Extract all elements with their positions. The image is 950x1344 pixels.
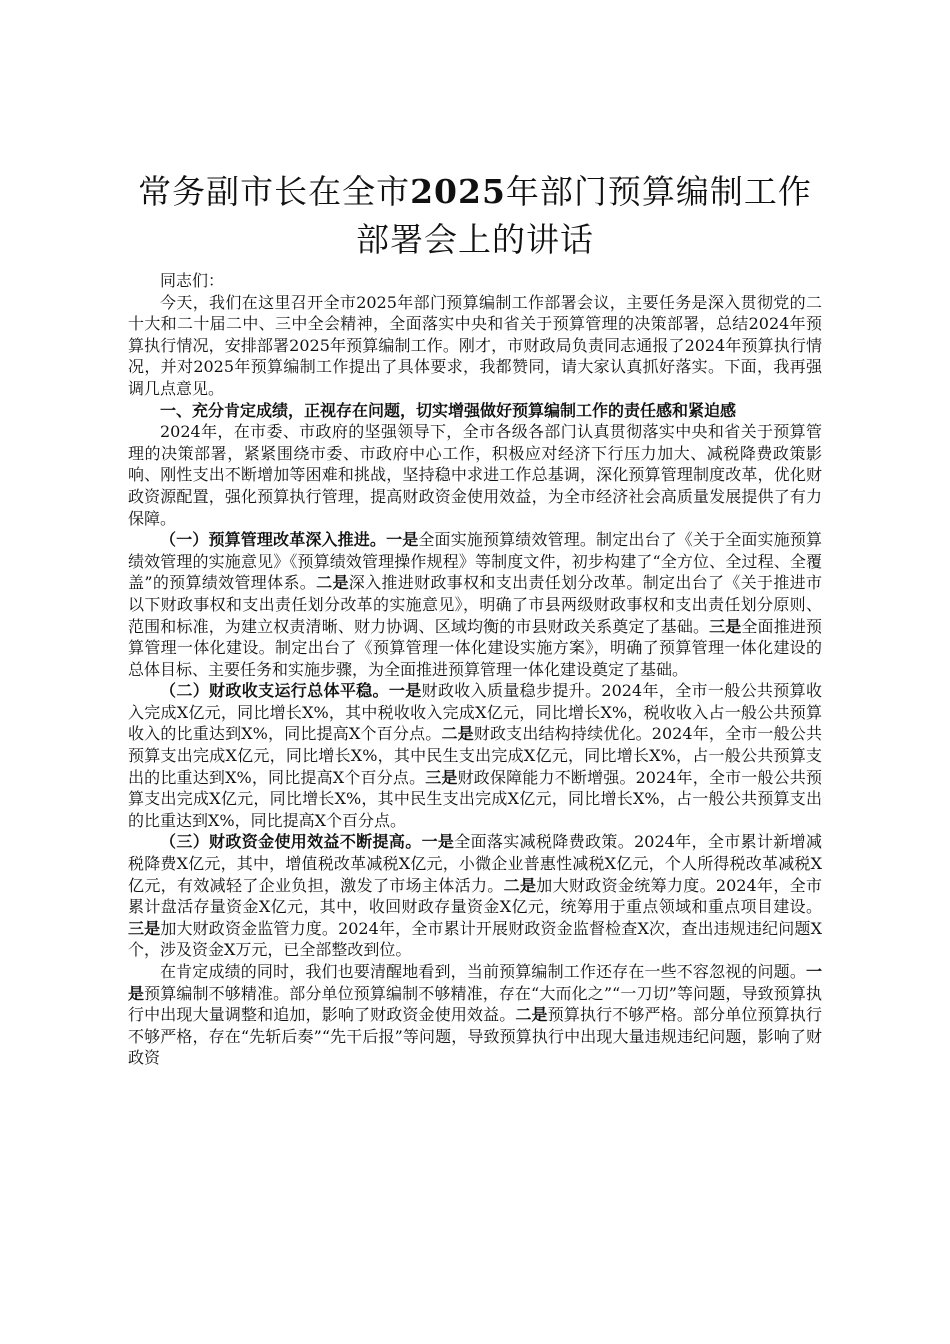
paragraph-budget-reform [128, 529, 822, 680]
s2-marker-1: 一是 [388, 681, 422, 701]
s3-marker-2: 二是 [503, 875, 537, 895]
s2-marker-3: 三是 [425, 767, 458, 787]
s1-text-1: 全面实施预算绩效管理。制定出台了《关于全面实施预算绩效管理的实施意见》《预算绩效管理操作规程》等制度文件，初步构建了“全方位、全过程、全覆盖”的预算绩效管理体系。 [128, 530, 822, 593]
s3-marker-1: 一是 [421, 832, 455, 852]
s1-marker-2: 二是 [316, 573, 349, 593]
title-line2: 部署会上的讲话 [356, 220, 594, 259]
subheading-1: （一）预算管理改革深入推进。 [160, 530, 387, 550]
salutation: 同志们： [160, 271, 225, 290]
heading-section-1: 一、充分肯定成绩，正视存在问题，切实增强做好预算编制工作的责任感和紧迫感 [160, 400, 737, 420]
problems-marker-1: 一是 [128, 962, 822, 1003]
s1-marker-1: 一是 [386, 530, 419, 550]
paragraph-revenue-expenditure [128, 680, 822, 831]
s1-text-3: 全面推进预算管理一体化建设。制定出台了《预算管理一体化建设实施方案》，明确了预算管理一体化建设的总体目标、主要任务和实施步骤，为全面推进预算管理一体化建设奠定了基础。 [128, 616, 822, 679]
problems-intro: 在肯定成绩的同时，我们也要清醒地看到，当前预算编制工作还存在一些不容忽视的问题。 [160, 962, 806, 981]
problems-marker-2: 二是 [515, 1005, 548, 1025]
document-title [128, 168, 822, 264]
s1-text-2: 深入推进财政事权和支出责任划分改革。制定出台了《关于推进市以下财政事权和支出责任划分改革的实施意见》，明确了市县两级财政事权和支出责任划分原则、范围和标准，为建立权责清晰、财力协调、区域均衡的市县财政关系奠定了基础。 [128, 573, 822, 636]
s3-marker-3: 三是 [128, 918, 161, 938]
problems-text-1: 预算编制不够精准。部分单位预算编制不够精准，存在“大而化之”“一刀切”等问题，导致预算执行中出现大量调整和追加，影响了财政资金使用效益。 [128, 983, 822, 1025]
s2-marker-2: 二是 [441, 724, 474, 744]
paragraph-intro: 今天，我们在这里召开全市2025年部门预算编制工作部署会议，主要任务是深入贯彻党的二十大和二十届二中、三中全会精神，全面落实中央和省关于预算管理的决策部署，总结2024年预算执行情况，安排部署2025年预算编制工作。刚才，市财政局负责同志通报了2024年预算执行情况，并对2025年预算编制工作提出了具体要求，我都赞同，请大家认真抓好落实。下面，我再强调几点意见。 [128, 292, 822, 398]
s3-text-1: 全面落实减税降费政策。2024年，全市累计新增减税降费X亿元，其中，增值税改革减税X亿元，小微企业普惠性减税X亿元，个人所得税改革减税X亿元，有效减轻了企业负担，激发了市场主体活力。 [128, 832, 822, 895]
document-page [128, 168, 822, 1069]
title-part2: 年部门预算编制工作 [505, 172, 812, 211]
s1-marker-3: 三是 [709, 616, 742, 636]
s3-text-2: 加大财政资金统筹力度。2024年，全市累计盘活存量资金X亿元，其中，收回财政存量资金X亿元，统筹用于重点领域和重点项目建设。 [128, 875, 822, 917]
s2-text-2: 财政支出结构持续优化。2024年，全市一般公共预算支出完成X亿元，同比增长X%，其中民生支出完成X亿元，同比增长X%，占一般公共预算支出的比重达到X%，同比提高X个百分点。 [128, 724, 822, 787]
paragraph-fund-efficiency [128, 831, 822, 961]
title-part1: 常务副市长在全市 [138, 172, 411, 211]
problems-text-2: 预算执行不够严格。部分单位预算执行不够严格，存在“先斩后奏”“先干后报”等问题，导致预算执行中出现大量违规违纪问题，影响了财政资 [128, 1005, 822, 1068]
paragraph-problems [128, 961, 822, 1069]
title-year: 2025 [410, 172, 506, 211]
subheading-2: （二）财政收支运行总体平稳。 [160, 681, 389, 701]
s2-text-3: 财政保障能力不断增强。2024年，全市一般公共预算支出完成X亿元，同比增长X%，其中民生支出完成X亿元，同比增长X%，占一般公共预算支出的比重达到X%，同比提高X个百分点。 [128, 767, 822, 830]
paragraph-2024-summary: 2024年，在市委、市政府的坚强领导下，全市各级各部门认真贯彻落实中央和省关于预算管理的决策部署，紧紧围绕市委、市政府中心工作，积极应对经济下行压力加大、减税降费政策影响、刚性支出不断增加等困难和挑战，坚持稳中求进工作总基调，深化预算管理制度改革，优化财政资源配置，强化预算执行管理，提高财政资金使用效益，为全市经济社会高质量发展提供了有力保障。 [128, 422, 822, 528]
subheading-3: （三）财政资金使用效益不断提高。 [160, 832, 422, 852]
s2-text-1: 财政收入质量稳步提升。2024年，全市一般公共预算收入完成X亿元，同比增长X%，其中税收收入完成X亿元，同比增长X%，税收收入占一般公共预算收入的比重达到X%，同比提高X个百分点。 [128, 681, 822, 744]
s3-text-3: 加大财政资金监管力度。2024年，全市累计开展财政资金监督检查X次，查出违规违纪问题X个，涉及资金X万元，已全部整改到位。 [128, 918, 822, 960]
